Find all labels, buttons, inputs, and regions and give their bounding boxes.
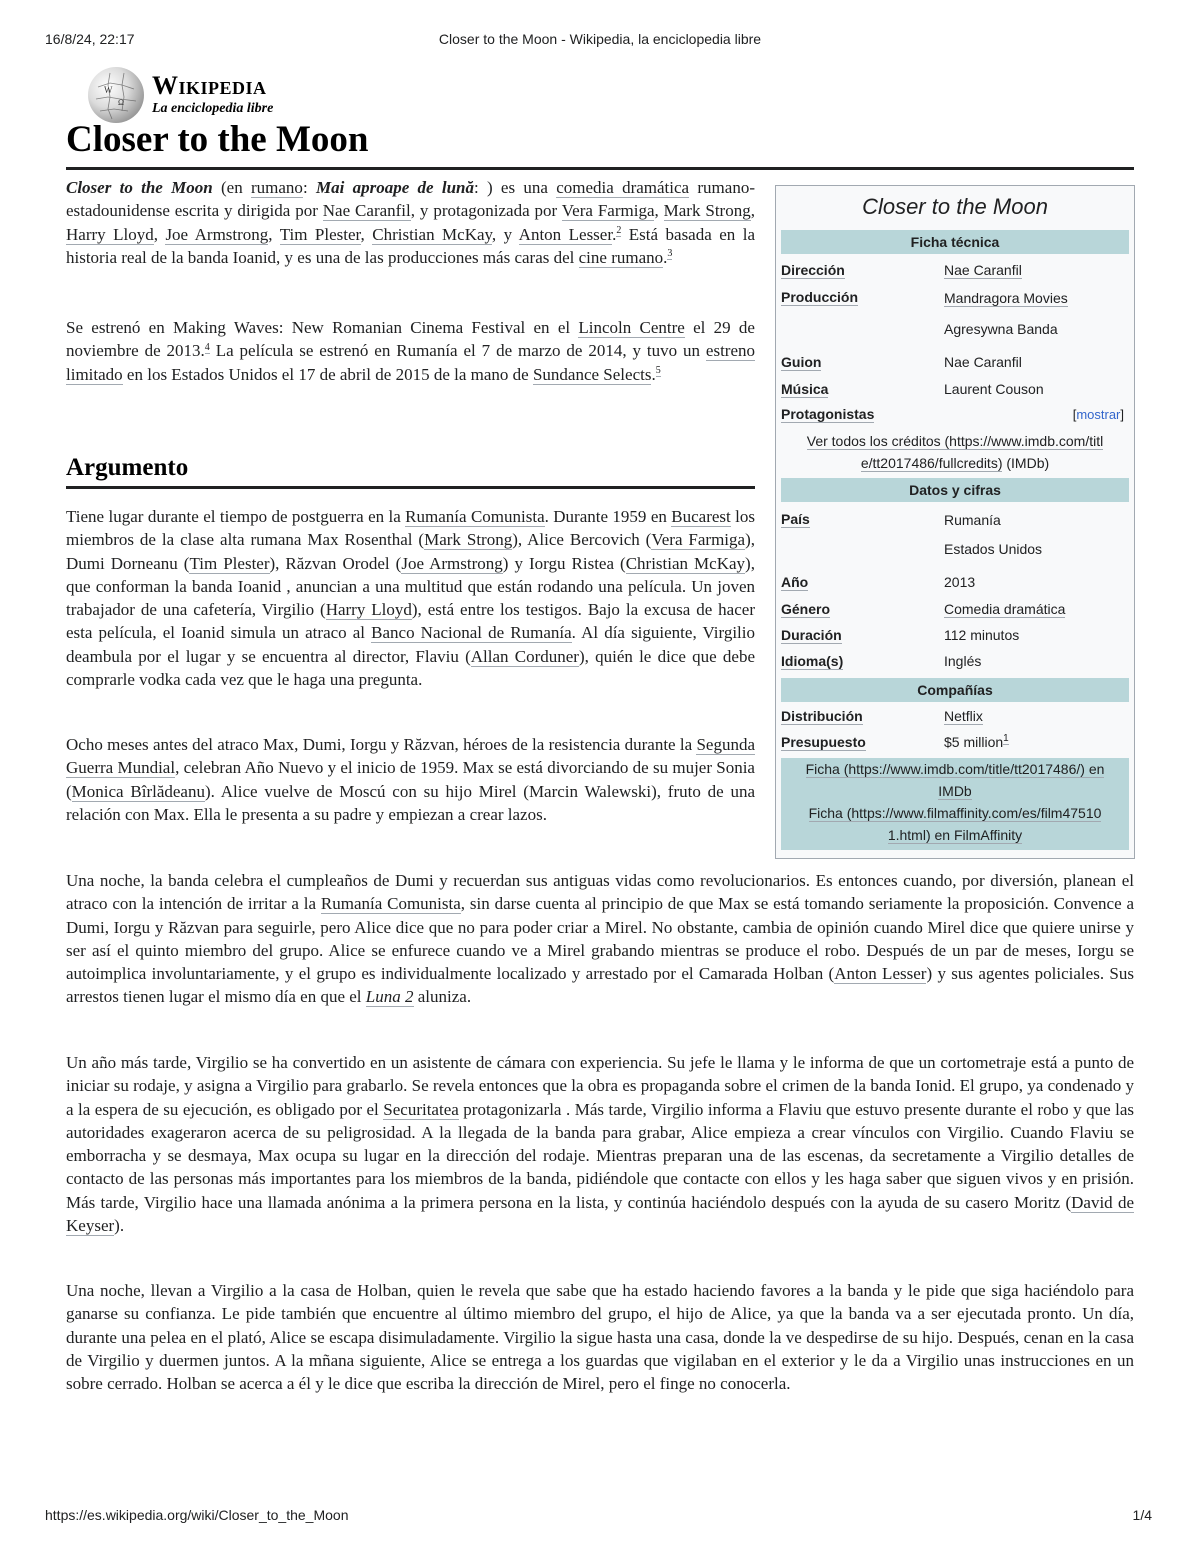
text-span: Tiene lugar durante el tiempo de postguerra en la (66, 507, 406, 526)
mostrar-link[interactable]: mostrar (1076, 407, 1121, 422)
infobox (775, 185, 1135, 859)
text-span: (en (212, 178, 251, 197)
original-title-text: Mai aproape de lună (315, 178, 474, 197)
text-span: los miembros de la clase alta rumana Max Rosenthal ( (66, 507, 755, 550)
ficha-imdb-link-2[interactable]: IMDb (938, 783, 972, 799)
link-vera-farmiga[interactable]: Vera Farmiga (651, 530, 746, 550)
text-span: ), que conforman la banda Ioanid , anuncian a una multitud que están rodando una película. Un joven trabajador de una cafetería, Virgilio ( (66, 553, 755, 620)
link-comedia-dramatica[interactable]: comedia dramática (556, 178, 690, 197)
text-span: Se estrenó en Making Waves: New Romanian Cinema Festival en el (66, 318, 579, 337)
text-span: . (612, 224, 617, 244)
infobox-value-guion: Nae Caranfil (944, 354, 1022, 370)
infobox-value-genero[interactable]: Comedia dramática (944, 601, 1066, 617)
text-span: Un año más tarde, Virgilio se ha convertido en un asistente de cámara con experiencia. Su jefe le llama y le informa de que un cortometraje está a punto de iniciar su rodaje, y asigna a Virgilio para grabarlo. Se revela entonces que la obra es propaganda sobre el crimen de la banda Ionid. El grupo, ya condenado y a la espera de su ejecución, es obligado por el (66, 1053, 1134, 1119)
text-span: . Al día siguiente, Virgilio deambula por el lugar y se encuentra al director, Flaviu ( (66, 623, 755, 666)
link-sundance-selects[interactable]: Sundance Selects (532, 364, 652, 384)
link-nae-caranfil[interactable]: Nae Caranfil (322, 201, 411, 221)
text-span: Una noche, la banda celebra el cumpleaños de Dumi y recuerdan sus antiguas vidas como revolucionarios. Es entonces cuando, por diversión, planean el atraco con la intención de irritar a la (66, 871, 1134, 914)
infobox-label-guion[interactable]: Guion (781, 354, 822, 370)
infobox-value-presupuesto (944, 734, 1009, 750)
plot-paragraph-5 (66, 1279, 1134, 1395)
text-span: ), Alice Bercovich ( (512, 530, 652, 550)
link-anton-lesser[interactable]: Anton Lesser (518, 224, 613, 244)
text-span: , (654, 201, 664, 221)
text-span: ) y Iorgu Ristea ( (502, 553, 626, 573)
infobox-value-idioma: Inglés (944, 653, 982, 669)
infobox-value-anio: 2013 (944, 574, 976, 590)
link-anton-lesser[interactable]: Anton Lesser (834, 964, 927, 984)
text-span: , (750, 201, 755, 221)
link-harry-lloyd[interactable]: Harry Lloyd (66, 224, 154, 244)
presupuesto-amount: $5 million (944, 734, 1004, 750)
section-heading-argumento: Argumento (66, 454, 189, 481)
title-divider (66, 167, 1134, 170)
wikipedia-tagline: La enciclopedia libre (152, 101, 274, 116)
plot-paragraph-3 (66, 869, 1134, 1009)
text-span: ), Răzvan Orodel ( (269, 553, 402, 573)
infobox-creditos-link[interactable] (781, 430, 1129, 474)
link-luna-2[interactable]: Luna 2 (365, 987, 414, 1007)
intro-paragraph-2 (66, 316, 755, 386)
infobox-external-links (781, 758, 1129, 850)
wikipedia-globe-icon (88, 67, 144, 123)
text-span: ), está entre los testigos. Bajo la excusa de hacer esta película, el Ioanid simula un atraco al (66, 600, 755, 643)
text-span: ), Dumi Dorneanu ( (66, 530, 755, 573)
section-divider (66, 486, 755, 489)
ficha-filmaffinity-link[interactable]: Ficha (https://www.filmaffinity.com/es/film47510 (808, 805, 1102, 821)
infobox-label-produccion[interactable]: Producción (781, 289, 859, 305)
text-span: el 29 de noviembre de 2013. (66, 318, 755, 361)
infobox-label-duracion[interactable]: Duración (781, 627, 842, 643)
infobox-section-datos-cifras: Datos y cifras (781, 478, 1129, 502)
infobox-label-musica[interactable]: Música (781, 381, 829, 397)
text-span: ) y sus agentes policiales. Sus arrestos tienen lugar el mismo día en que el (66, 964, 1134, 1007)
text-span: , (360, 224, 373, 244)
text-span: La película se estrenó en Rumanía el 7 de marzo de 2014, y tuvo un (209, 341, 706, 361)
text-span: aluniza. (413, 987, 472, 1007)
infobox-value-pais-1: Rumanía (944, 512, 1001, 528)
wikipedia-logo[interactable] (88, 67, 328, 123)
reference-5[interactable]: 5 (655, 364, 661, 376)
link-bucarest[interactable]: Bucarest (671, 507, 731, 526)
link-monica-birladeanu[interactable]: Monica Bîrlădeanu (71, 781, 205, 801)
text-span: , y (491, 224, 519, 244)
mostrar-toggle[interactable] (1073, 407, 1124, 422)
footer-page-number: 1/4 (1132, 1507, 1152, 1523)
text-span: Está basada en la historia real de la banda Ioanid, y es una de las producciones más caras del (66, 224, 756, 267)
link-rumania-comunista[interactable]: Rumanía Comunista (320, 894, 461, 914)
svg-text:W: W (104, 85, 113, 95)
plot-paragraph-1 (66, 505, 755, 691)
reference-1[interactable]: 1 (1003, 733, 1009, 745)
text-span: : (302, 178, 316, 197)
link-estreno-limitado[interactable]: estreno limitado (66, 341, 755, 384)
link-joe-armstrong[interactable]: Joe Armstrong (165, 224, 269, 244)
plot-paragraph-2 (66, 733, 755, 826)
link-cine-rumano[interactable]: cine rumano (578, 247, 664, 267)
infobox-title: Closer to the Moon (862, 194, 1048, 219)
infobox-label-anio[interactable]: Año (781, 574, 809, 590)
wikipedia-wordmark: Wikipedia (152, 71, 267, 100)
infobox-label-presupuesto[interactable]: Presupuesto (781, 734, 866, 750)
infobox-label-direccion[interactable]: Dirección (781, 262, 845, 278)
infobox-label-idioma[interactable]: Idioma(s) (781, 653, 844, 669)
text-span: en los Estados Unidos el 17 de abril de 2015 de la mano de (122, 364, 533, 384)
infobox-value-duracion: 112 minutos (944, 627, 1020, 643)
link-christian-mckay[interactable]: Christian McKay (625, 553, 746, 573)
infobox-value-pais-2: Estados Unidos (944, 541, 1043, 557)
link-allan-corduner[interactable]: Allan Corduner (470, 646, 579, 666)
text-span: : ) es una (473, 178, 557, 197)
text-span: , (268, 224, 280, 244)
text-span: . Durante 1959 en (544, 507, 672, 526)
text-span: ). Alice vuelve de Moscú con su hijo Mirel (Marcin Walewski), fruto de una relación con Max. Ella le presenta a su padre y empiezan a crear lazos. (66, 781, 756, 824)
text-span: ), quién le dice que debe comprarle vodka cada vez que le haga una pregunta. (66, 646, 755, 690)
reference-2[interactable]: 2 (616, 224, 622, 236)
link-harry-lloyd[interactable]: Harry Lloyd (325, 600, 412, 620)
ficha-imdb-link[interactable]: Ficha (https://www.imdb.com/title/tt2017486/) en (805, 761, 1105, 777)
infobox-value-distribucion[interactable]: Netflix (944, 708, 983, 724)
infobox-section-ficha-tecnica: Ficha técnica (781, 230, 1129, 254)
link-david-de-keyser[interactable]: David de Keyser (66, 1192, 1134, 1236)
text-span: protagonizarla . Más tarde, Virgilio informa a Flaviu que estuvo presente durante el robo y que las autoridades exageraron acerca de su peligrosidad. A la llegada de la banda para grabar, Alice empieza a crear vínculos con Virgilio. Cuando Flaviu se emborracha y se desmaya, Max ocupa su lugar en la dirección del rodaje. Mientras preparan una de las escenas, da secretamente a Virgilio detalles de contacto de las personas más importantes para los miembros de la banda, pidiéndole que contacte con ellos y les haga saber que siguen vivos y en prisión. Más tarde, Virgilio hace una llamada anónima a la primera persona en la lista, y continúa haciéndolo después con la ayuda de su casero Moritz ( (66, 1099, 1134, 1212)
text-span: rumano-estadounidense escrita y dirigida por (66, 178, 755, 221)
link-banco-nacional[interactable]: Banco Nacional de Rumanía (371, 623, 572, 643)
text-span: Una noche, llevan a Virgilio a la casa de Holban, quien le revela que sabe que ha estado haciendo favores a la banda y le pide que siga haciéndolo para ganarse su confianza. Le pide también que encuentre al último miembro del grupo, el hijo de Alice, ya que la banda va a ser ejecutada pronto. Un día, durante una pelea en el plató, Alice se escapa disimuladamente. Virgilio la sigue hasta una casa, donde la ve despedirse de su hijo. Después, cenan en la casa de Virgilio y duermen juntos. A la mñana siguiente, Alice se entrega a los guardas que vigilaban en el exterior y le da a Virgilio unas instrucciones en un sobre cerrado. Holban se acerca a él y le dice que escriba la dirección de Mirel, pero el finge no conocerla. (66, 1281, 1134, 1394)
text-span: . (651, 364, 656, 384)
infobox-label-pais[interactable]: País (781, 511, 810, 527)
link-segunda-guerra-mundial[interactable]: Segunda Guerra Mundial (66, 735, 755, 778)
text-span: , celebran Año Nuevo y el inicio de 1959. Max se está divorciando de su mujer Sonia ( (66, 758, 755, 801)
link-mark-strong[interactable]: Mark Strong (424, 530, 513, 550)
link-rumano[interactable]: rumano (251, 178, 303, 197)
infobox-section-companias: Compañías (781, 678, 1129, 702)
print-date: 16/8/24, 22:17 (45, 31, 135, 47)
text-span: , y protagonizada por (410, 201, 562, 221)
link-vera-farmiga[interactable]: Vera Farmiga (561, 201, 655, 221)
footer-url: https://es.wikipedia.org/wiki/Closer_to_the_Moon (45, 1507, 349, 1523)
link-tim-plester[interactable]: Tim Plester (189, 553, 270, 573)
infobox-label-distribucion[interactable]: Distribución (781, 708, 863, 724)
creditos-line-2[interactable]: e/tt2017486/fullcredits) (860, 455, 1003, 471)
text-span: , sin darse cuenta al principio de que Max se está tomando seriamente la proposición. Convence a Dumi, Iorgu y Răzvan para seguirle, pero Alice dice que no para poder criar a Mirel. No obstante, cambia de opinión cuando Mirel dice que quiere unirse y ser así el quinto miembro del grupo. Alice se enfurece cuando ve a Mirel grabando mientras se produce el robo. Después de un par de meses, Iorgu se autoimplica involuntariamente, y el grupo es individualmente localizado y arrestado por el Camarada Holban ( (66, 894, 1135, 984)
bracket: [ (1072, 407, 1077, 422)
ficha-filmaffinity-link-2[interactable]: 1.html) en FilmAffinity (887, 827, 1023, 843)
print-title: Closer to the Moon - Wikipedia, la enciclopedia libre (438, 31, 762, 47)
intro-title-text: Closer to the Moon (66, 178, 213, 197)
text-span: . (663, 247, 668, 267)
text-span: , (153, 224, 166, 244)
text-span: ). (114, 1216, 125, 1236)
plot-paragraph-4 (66, 1051, 1134, 1237)
infobox-label-protagonistas[interactable]: Protagonistas (781, 406, 875, 422)
reference-4[interactable]: 4 (204, 341, 210, 353)
text-span: Ocho meses antes del atraco Max, Dumi, Iorgu y Răzvan, héroes de la resistencia durante la (66, 735, 697, 754)
bracket: ] (1120, 407, 1124, 422)
infobox-value-produccion-1[interactable]: Mandragora Movies (944, 290, 1068, 306)
intro-paragraph-1 (66, 176, 755, 269)
reference-3[interactable]: 3 (667, 248, 673, 260)
infobox-value-produccion-2: Agresywna Banda (944, 321, 1058, 337)
link-lincoln-centre[interactable]: Lincoln Centre (578, 318, 685, 337)
link-christian-mckay[interactable]: Christian McKay (372, 224, 492, 244)
infobox-value-musica: Laurent Couson (944, 381, 1044, 397)
svg-text:Ω: Ω (118, 98, 124, 107)
link-rumania-comunista[interactable]: Rumanía Comunista (405, 507, 545, 526)
creditos-line-1[interactable]: Ver todos los créditos (https://www.imdb.com/titl (806, 433, 1104, 449)
link-mark-strong[interactable]: Mark Strong (663, 201, 751, 221)
infobox-label-genero[interactable]: Género (781, 601, 831, 617)
infobox-value-direccion[interactable]: Nae Caranfil (944, 262, 1022, 278)
creditos-source: (IMDb) (1002, 455, 1050, 471)
link-joe-armstrong[interactable]: Joe Armstrong (401, 553, 503, 573)
link-securitatea[interactable]: Securitatea (383, 1099, 459, 1119)
page-title: Closer to the Moon (66, 119, 369, 160)
link-tim-plester[interactable]: Tim Plester (279, 224, 361, 244)
